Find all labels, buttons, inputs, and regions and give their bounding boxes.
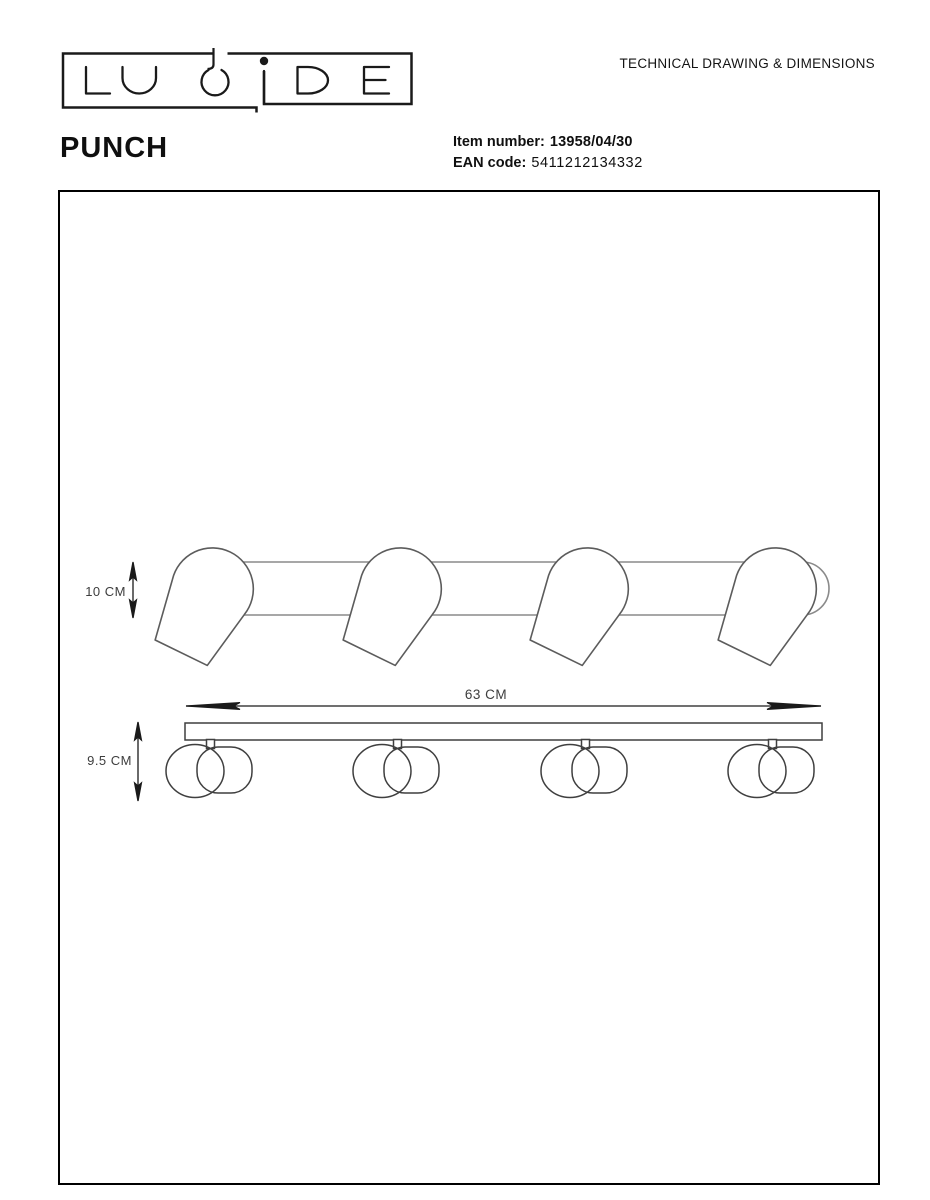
front-view-bar [185, 723, 822, 740]
front-view [166, 723, 822, 798]
dimension-height-95cm [135, 722, 142, 801]
dimension-label-10cm: 10 CM [85, 584, 126, 599]
brand-logo [63, 48, 412, 113]
item-number-value: 13958/04/30 [549, 134, 633, 150]
dimension-label-95cm: 9.5 CM [87, 753, 132, 768]
spot-head-side-1 [144, 534, 267, 671]
document-title: TECHNICAL DRAWING & DIMENSIONS [619, 56, 875, 71]
logo-letter-c [202, 70, 229, 95]
product-name: PUNCH [60, 132, 169, 164]
arrowhead-left-icon [186, 703, 240, 710]
spot-lens [728, 745, 786, 798]
arrowhead-down-icon [130, 600, 137, 618]
item-number-label: Item number: [453, 134, 545, 150]
spot-front-3 [541, 740, 627, 798]
logo-c-stem [208, 48, 214, 69]
logo-box-right [228, 54, 412, 105]
arrowhead-right-icon [767, 703, 821, 710]
logo-letter-d [298, 67, 329, 94]
arrowhead-up-icon [135, 722, 142, 740]
spot-front-4 [728, 740, 814, 798]
dimension-label-63cm: 63 CM [464, 687, 508, 702]
item-number-line [453, 134, 633, 150]
dimension-width-63cm [186, 703, 821, 710]
spot-front-1 [166, 740, 252, 798]
ean-code-value: 5411212134332 [531, 155, 643, 171]
dimension-height-10cm [130, 562, 137, 618]
logo-i-dot [260, 57, 268, 65]
spot-front-2 [353, 740, 439, 798]
spot-lens [541, 745, 599, 798]
logo-letter-e [364, 67, 389, 94]
side-view [144, 534, 830, 671]
spot-lens [353, 745, 411, 798]
ean-code-line [453, 155, 643, 171]
logo-letter-u [123, 67, 157, 94]
ean-code-label: EAN code: [453, 155, 527, 171]
logo-letters [86, 67, 389, 104]
arrowhead-down-icon [135, 783, 142, 801]
logo-letter-l [86, 67, 110, 94]
spot-lens [166, 745, 224, 798]
arrowhead-up-icon [130, 562, 137, 580]
